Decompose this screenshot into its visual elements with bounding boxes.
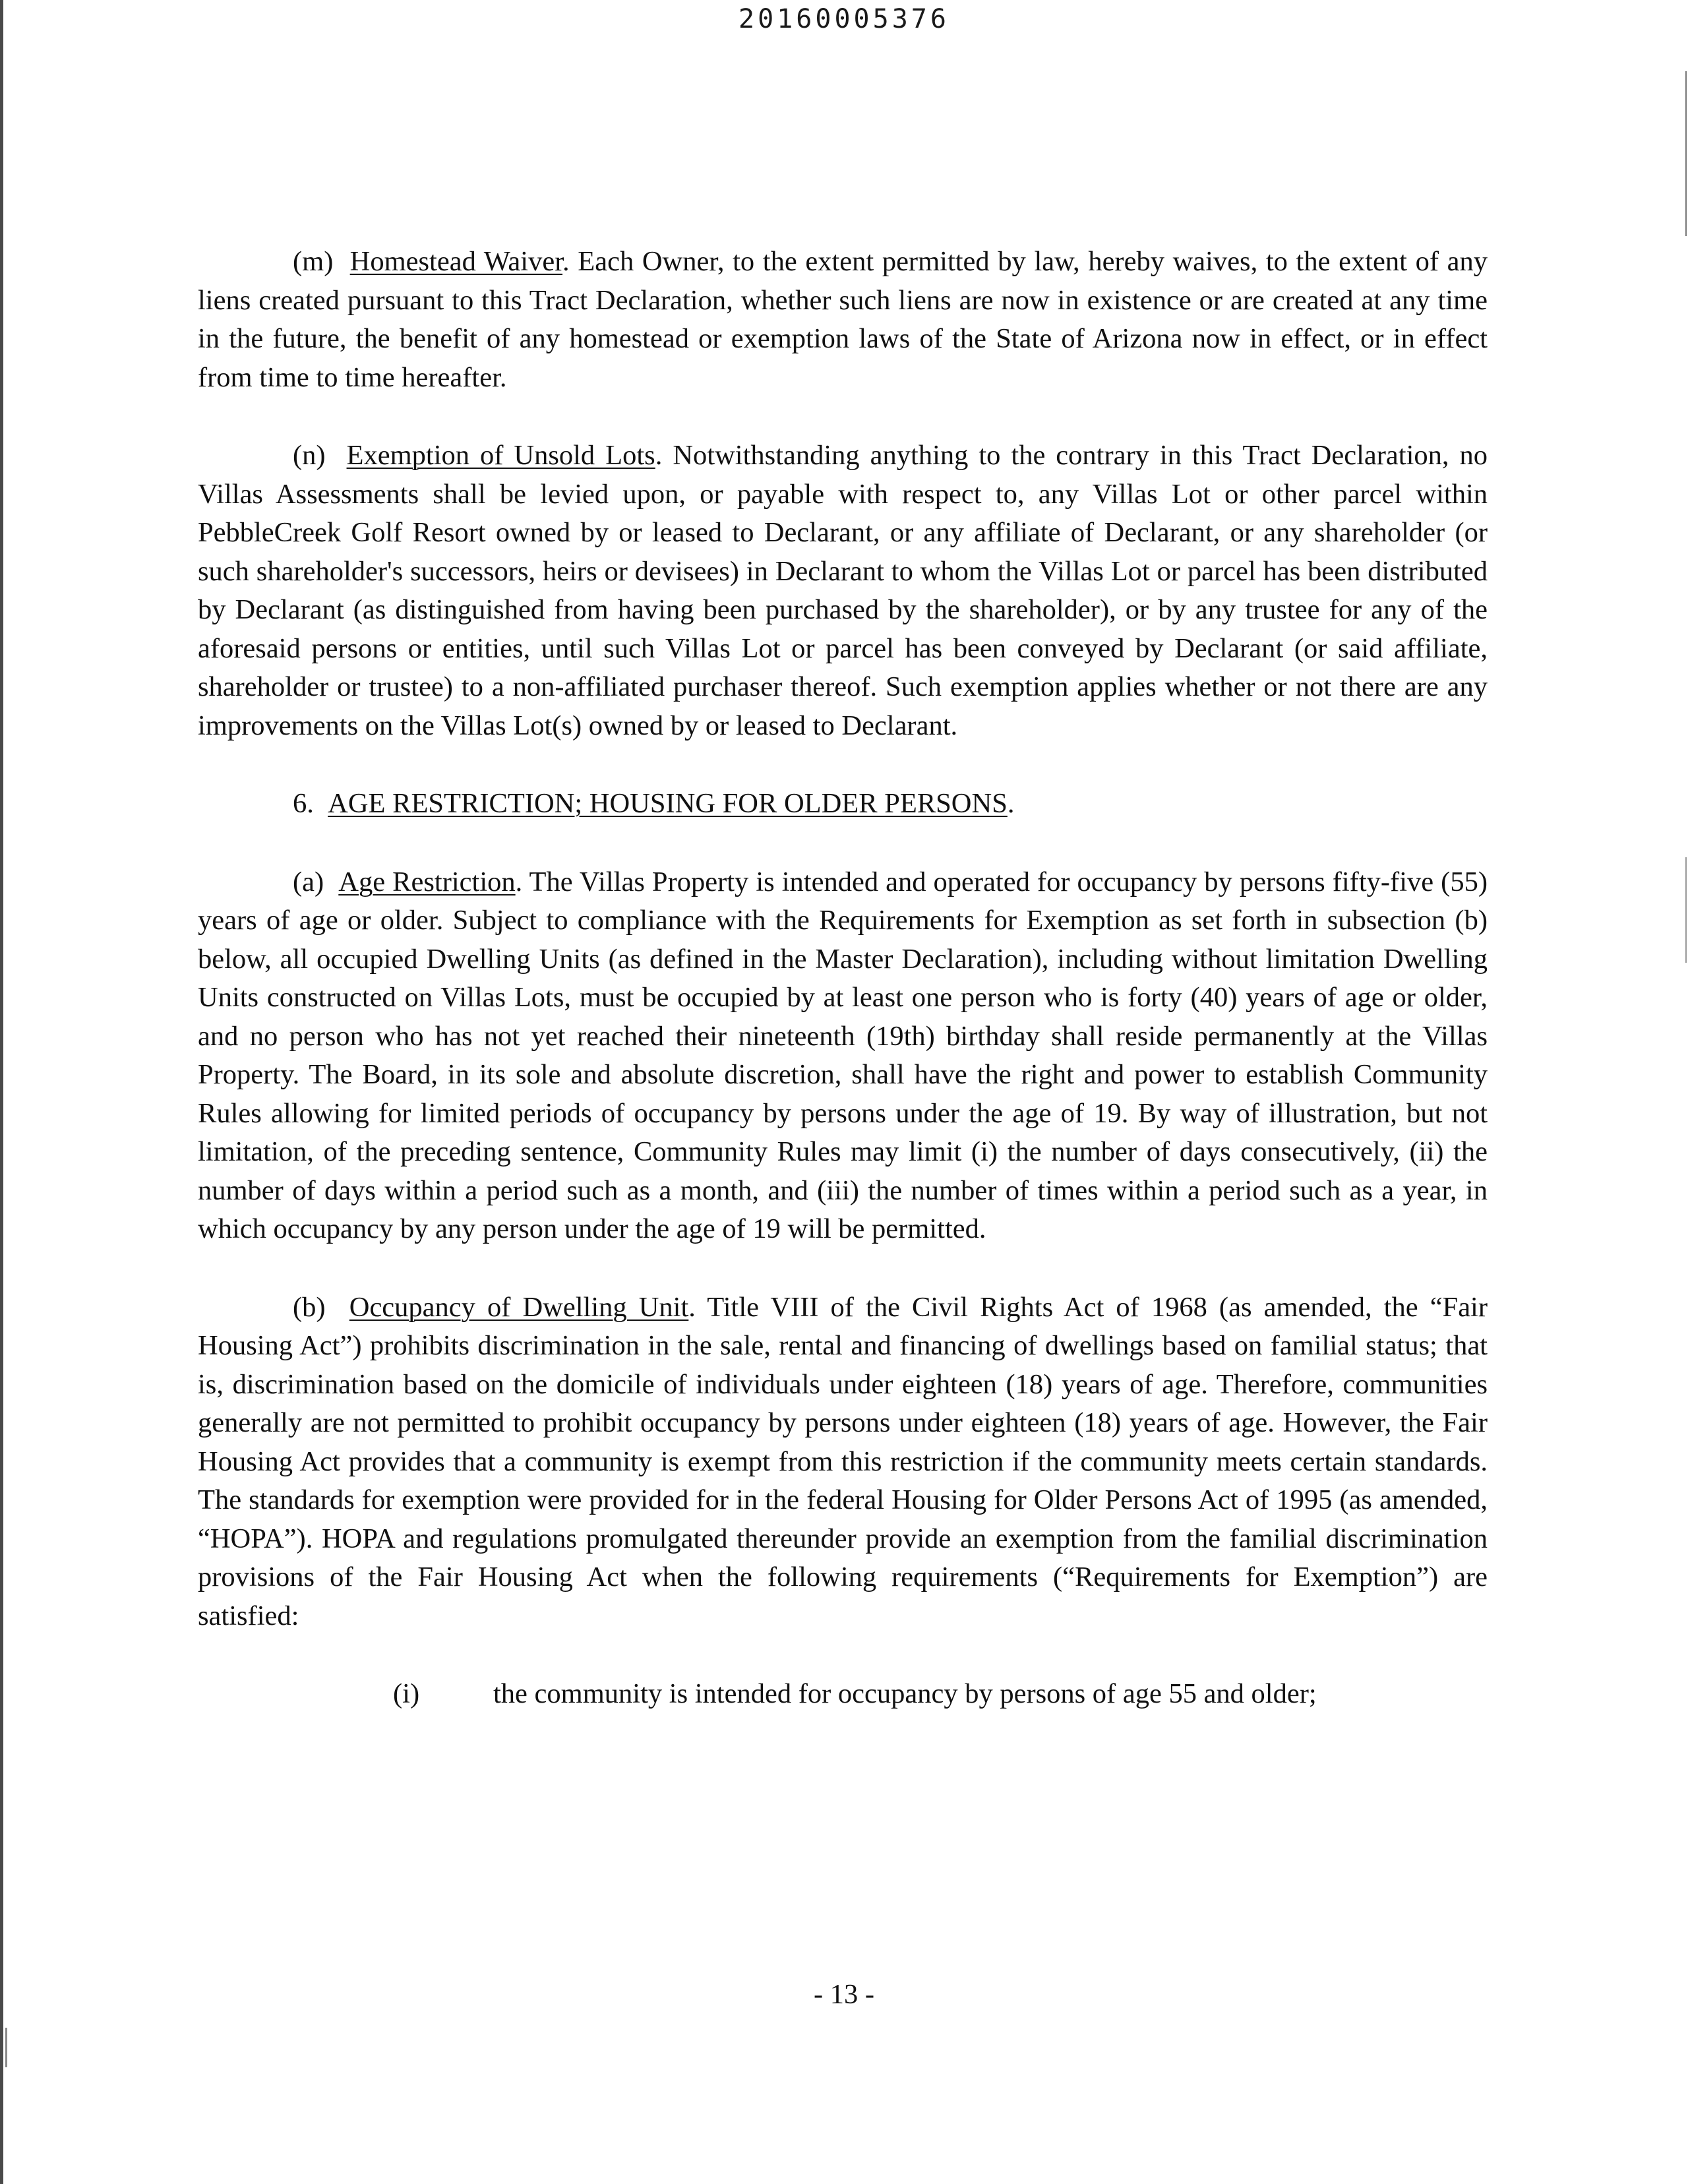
paragraph-n [198,437,1488,745]
scan-right-mark-lower [1685,857,1687,963]
section-6-period: . [1007,788,1015,819]
scan-left-edge [0,0,3,2184]
paragraph-a-title: Age Restriction [338,866,516,897]
paragraph-m-text: . Each Owner, to the extent permitted by law, hereby waives, to the extent of any liens created pursuant to this Tract Declaration, whether such liens are now in existence or are created at any time in the future, the benefit of any homestead or exemption laws of the State of Arizona now in effect, or in effect from time to time hereafter. [198,246,1488,393]
section-6-heading [198,785,1488,824]
paragraph-b-label: (b) [293,1291,326,1323]
paragraph-b-text: . Title VIII of the Civil Rights Act of 1968 (as amended, the “Fair Housing Act”) prohibits discrimination in the sale, rental and financing of dwellings based on familial status; that is, discrimination based on the domicile of individuals under eighteen (18) years of age. Therefore, communities generally are not permitted to prohibit occupancy by persons under eighteen (18) years of age. However, the Fair Housing Act provides that a community is exempt from this restriction if the community meets certain standards. The standards for exemption were provided for in the federal Housing for Older Persons Act of 1995 (as amended, “HOPA”). HOPA and regulations promulgated thereunder provide an exemption from the familial discrimination provisions of the Fair Housing Act when the following requirements (“Requirements for Exemption”) are satisfied: [198,1291,1488,1631]
section-6-title: AGE RESTRICTION; HOUSING FOR OLDER PERSONS [328,788,1008,819]
scan-left-mark [5,2028,7,2067]
paragraph-n-title: Exemption of Unsold Lots [346,440,655,471]
paragraph-m-title: Homestead Waiver [349,246,563,277]
list-item [198,1675,1488,1714]
list-item-number: (i) [393,1678,420,1709]
paragraph-n-text: . Notwithstanding anything to the contrary in this Tract Declaration, no Villas Assessments shall be levied upon, or payable with respect to, any Villas Lot or other parcel within PebbleCreek Golf Resort owned by or leased to Declarant, or any affiliate of Declarant, or any shareholder (or such shareholder's successors, heirs or devisees) in Declarant to whom the Villas Lot or parcel has been distributed by Declarant (as distinguished from having been purchased by the shareholder), or by any trustee for any of the aforesaid persons or entities, until such Villas Lot or parcel has been conveyed by Declarant (or said affiliate, shareholder or trustee) to a non-affiliated purchaser thereof. Such exemption applies whether or not there are any improvements on the Villas Lot(s) owned by or leased to Declarant. [198,440,1488,741]
document-number: 20160005376 [738,4,950,34]
paragraph-a-text: . The Villas Property is intended and operated for occupancy by persons fifty-five (55) years of age or older. Subject to compliance with the Requirements for Exemption as set forth in subsection (b) below, all occupied Dwelling Units (as defined in the Master Declaration), including without limitation Dwelling Units constructed on Villas Lots, must be occupied by at least one person who is forty (40) years of age or older, and no person who has not yet reached their nineteenth (19th) birthday shall reside permanently at the Villas Property. The Board, in its sole and absolute discretion, shall have the right and power to establish Community Rules allowing for limited periods of occupancy by persons under the age of 19. By way of illustration, but not limitation, of the preceding sentence, Community Rules may limit (i) the number of days consecutively, (ii) the number of days within a period such as a month, and (iii) the number of times within a period such as a year, in which occupancy by any person under the age of 19 will be permitted. [198,866,1488,1244]
section-6-number: 6. [293,788,314,819]
paragraph-b-title: Occupancy of Dwelling Unit [349,1291,689,1323]
paragraph-m-label: (m) [293,246,334,277]
paragraph-a [198,863,1488,1249]
list-item-text: the community is intended for occupancy by persons of age 55 and older; [493,1678,1317,1709]
paragraph-n-label: (n) [293,440,326,471]
paragraph-a-label: (a) [293,866,324,897]
page-number: - 13 - [813,1979,875,2010]
paragraph-m [198,243,1488,397]
paragraph-b [198,1289,1488,1636]
scan-right-mark [1685,71,1687,236]
page-content [198,243,1488,1714]
